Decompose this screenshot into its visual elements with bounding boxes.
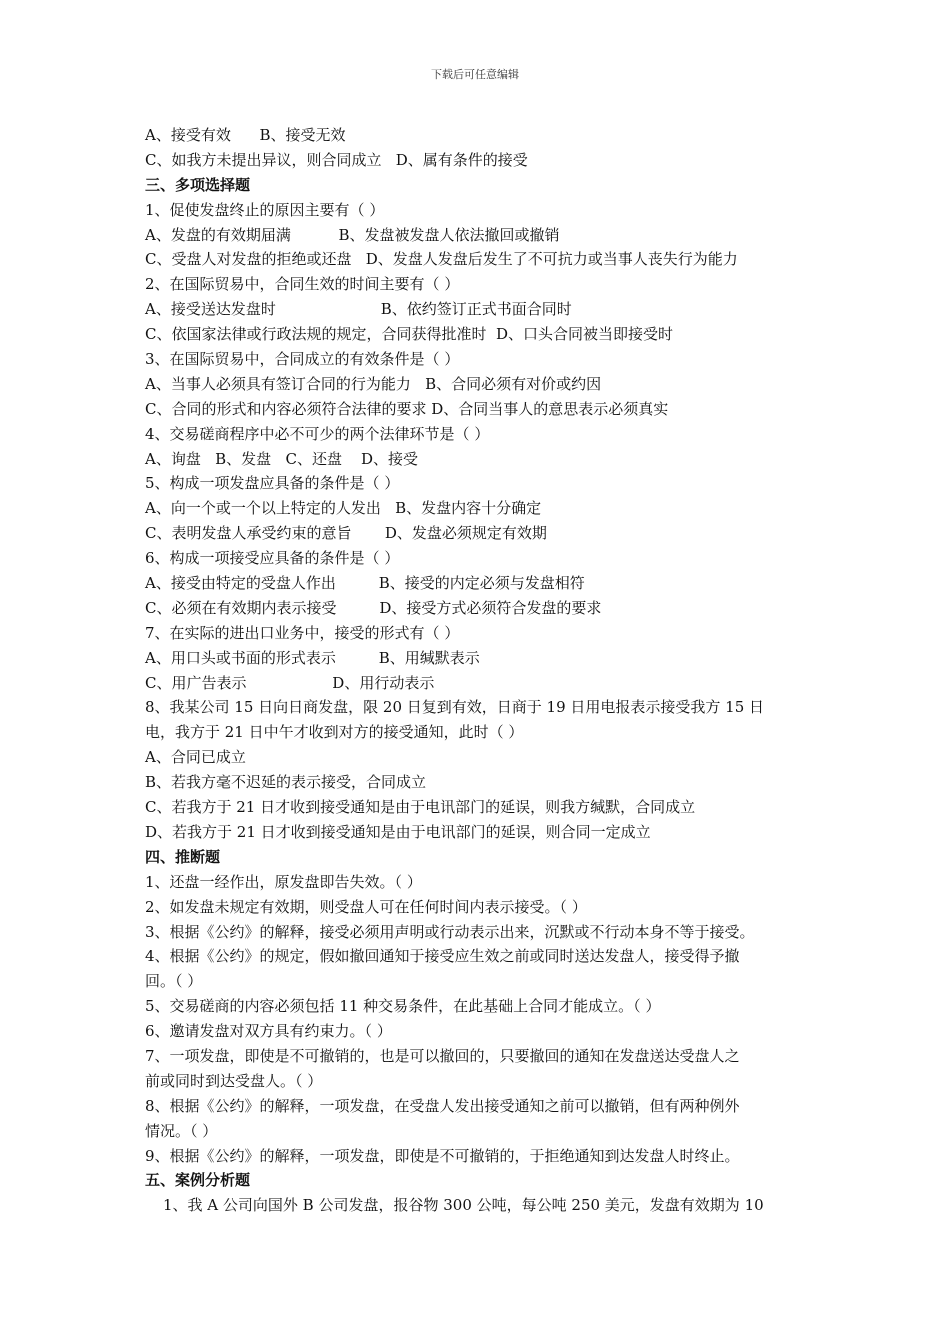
text-line: 1、我 A 公司向国外 B 公司发盘，报谷物 300 公吨，每公吨 250 美元，发盘有效期为 10 [163,1196,764,1215]
text-line: 7、一项发盘，即使是不可撤销的，也是可以撤回的，只要撤回的通知在发盘送达受盘人之 [145,1046,740,1065]
text-line: 情况。（ ） [145,1121,218,1140]
text-line: 6、邀请发盘对双方具有约束力。（ ） [145,1022,392,1041]
text-line: C、如我方未提出异议，则合同成立 D、属有条件的接受 [145,150,528,169]
text-line: 6、构成一项接受应具备的条件是（ ） [145,549,400,568]
section-heading: 三、多项选择题 [145,175,251,194]
section-heading: 四、推断题 [145,847,221,866]
text-line: 5、交易磋商的内容必须包括 11 种交易条件，在此基础上合同才能成立。（ ） [145,997,661,1016]
text-line: A、当事人必须具有签订合同的行为能力 B、合同必须有对价或约因 [145,374,602,393]
text-line: 前或同时到达受盘人。（ ） [145,1071,323,1090]
text-line: 2、在国际贸易中，合同生效的时间主要有（ ） [145,275,460,294]
document-body [145,123,835,1218]
text-line: 3、在国际贸易中，合同成立的有效条件是（ ） [145,350,460,369]
text-line: 2、如发盘未规定有效期，则受盘人可在任何时间内表示接受。（ ） [145,897,587,916]
text-line: A、合同已成立 [145,748,246,767]
text-line: A、用口头或书面的形式表示 B、用缄默表示 [145,648,480,667]
text-line: 8、我某公司 15 日向日商发盘，限 20 日复到有效，日商于 19 日用电报表示接受我方 15 日 [145,698,765,717]
text-line: 5、构成一项发盘应具备的条件是（ ） [145,474,400,493]
text-line: B、若我方毫不迟延的表示接受，合同成立 [145,773,427,792]
text-line: C、若我方于 21 日才收到接受通知是由于电讯部门的延误，则我方缄默，合同成立 [145,798,696,817]
text-line: C、用广告表示 D、用行动表示 [145,673,435,692]
text-line: 3、根据《公约》的解释，接受必须用声明或行动表示出来，沉默或不行动本身不等于接受。 [145,922,755,941]
text-line: 4、交易磋商程序中必不可少的两个法律环节是（ ） [145,424,490,443]
page-header: 下载后可任意编辑 [431,68,519,81]
text-line: 回。（ ） [145,972,203,991]
section-heading: 五、案例分析题 [145,1171,251,1190]
text-line: A、接受有效 B、接受无效 [145,126,346,144]
text-line: A、发盘的有效期届满 B、发盘被发盘人依法撤回或撤销 [145,225,560,244]
text-line: A、向一个或一个以上特定的人发出 B、发盘内容十分确定 [145,499,542,518]
text-line: A、接受由特定的受盘人作出 B、接受的内定必须与发盘相符 [145,574,585,593]
text-line: A、询盘 B、发盘 C、还盘 D、接受 [145,449,419,468]
text-line: 7、在实际的进出口业务中，接受的形式有（ ） [145,623,460,642]
text-line: 8、根据《公约》的解释，一项发盘，在受盘人发出接受通知之前可以撤销，但有两种例外 [145,1096,740,1115]
text-line: 1、促使发盘终止的原因主要有（ ） [145,200,385,219]
text-line: C、受盘人对发盘的拒绝或还盘 D、发盘人发盘后发生了不可抗力或当事人丧失行为能力 [145,250,738,269]
text-line: C、合同的形式和内容必须符合法律的要求 D、合同当事人的意思表示必须真实 [145,399,669,418]
text-line: C、表明发盘人承受约束的意旨 D、发盘必须规定有效期 [145,524,547,543]
text-line: C、必须在有效期内表示接受 D、接受方式必须符合发盘的要求 [145,598,602,617]
text-line: 1、还盘一经作出，原发盘即告失效。（ ） [145,872,422,891]
text-line: 4、根据《公约》的规定，假如撤回通知于接受应生效之前或同时送达发盘人，接受得予撤 [145,947,740,966]
text-line: 电，我方于 21 日中午才收到对方的接受通知，此时（ ） [145,723,524,742]
text-line: C、依国家法律或行政法规的规定，合同获得批准时 D、口头合同被当即接受时 [145,325,674,344]
text-line: D、若我方于 21 日才收到接受通知是由于电讯部门的延误，则合同一定成立 [145,822,651,841]
text-line: 9、根据《公约》的解释，一项发盘，即使是不可撤销的，于拒绝通知到达发盘人时终止。 [145,1146,740,1165]
text-line: A、接受送达发盘时 B、依约签订正式书面合同时 [145,300,572,319]
